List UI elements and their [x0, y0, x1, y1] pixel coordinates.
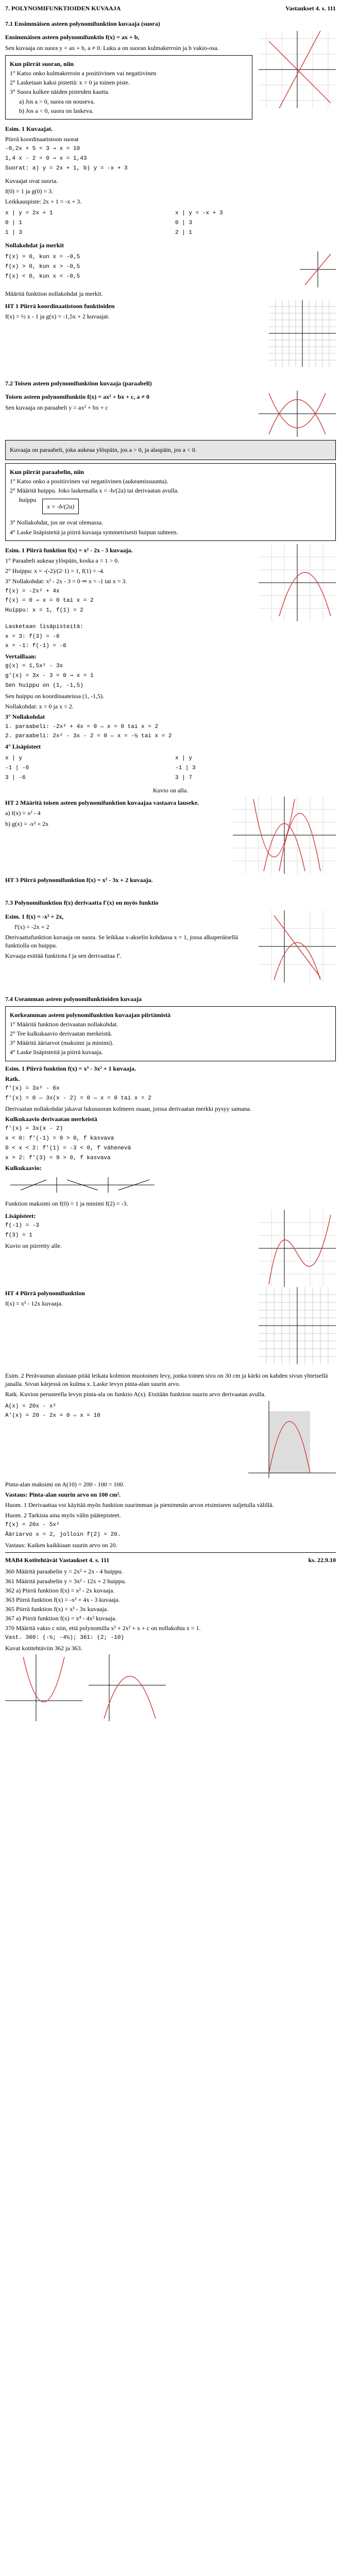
linear-example-line-0: -0,2x + 5 = 3 ⇒ x = 10 [5, 146, 80, 152]
poly-text: Derivaatan nollakohdat jakavat lukusuoran kolmeen osaan, joissa derivaatan merkki pysyy samana. [5, 1105, 251, 1112]
hw-5: 367 a) Piirrä funktion f(x) = x⁴ - 4x² kuvaaja. [5, 1615, 117, 1622]
extra-1: x = 3: f(3) = -6 [5, 633, 60, 640]
parabola-def: Toisen asteen polynomifunktio f(x) = ax² + bx + c, a ≠ 0 [5, 393, 149, 401]
poly-lisa-1: f(3) = 1 [5, 1232, 32, 1239]
linear-table-b [175, 208, 336, 239]
linear-function-text: Sen kuvaaja on suora y = ax + b, a ≠ 0. Luku a on suoran kulmakerroin ja b vakio-osa. [5, 44, 219, 52]
parabola-text: Sen kuvaaja on paraabeli y = ax² + bx + c [5, 403, 108, 411]
parabola-ex1: Esim. 1 Piirrä funktion f(x) = x² - 2x - 3 kuvaaja. [5, 546, 133, 554]
parabola-main-box [5, 440, 336, 460]
hw-graph-1 [5, 1654, 82, 1721]
poly-pic: Kuvio on piirretty alle. [5, 1242, 62, 1249]
ht2-graph [233, 796, 336, 874]
parabola-rule-1: 1° Katso onko a positiivinen vai negatiivinen (aukeamissuunta). [10, 477, 168, 485]
linear-rules-5: b) Jos a < 0, suora on laskeva. [19, 107, 94, 114]
third-title: 3° Nollakohdat [5, 713, 45, 721]
sign-1: f(x) > 0, kun x > -0,5 [5, 263, 80, 270]
deriv-ex1: Esim. 1 f(x) = -x² + 2x, [5, 912, 64, 920]
summary-0: Sen huippu on koordinaateissa (1, -1,5). [5, 692, 104, 700]
table-b-0: x | y = -x + 3 [175, 210, 223, 217]
compare-title: Vertaillaan: [5, 653, 37, 660]
linear-example-line-1: 1,4 x - 2 = 0 ⇒ x = 1,43 [5, 156, 87, 162]
linear-table-a [5, 208, 166, 239]
deriv-ex1-b: f'(x) = -2x + 2 [14, 923, 49, 930]
vert-1: g'(x) = 3x - 3 = 0 ⇒ x = 1 [5, 673, 94, 680]
poly-lisa-0: f(-1) = -3 [5, 1223, 40, 1229]
linear-example-lines [5, 145, 336, 173]
sign-chart [5, 1175, 160, 1195]
table-a-2: 1 | 3 [5, 230, 23, 236]
parabola-example-row [5, 544, 336, 621]
linear-more-2: Leikkauspiste: 2x + 1 = -x + 3. [5, 198, 82, 206]
opt-huom: Huom. 1 Derivaattaa voi käyttää myös funktion suurimman ja pienimmän arvon etsimiseen suljetulla välillä. [5, 1501, 274, 1509]
lisa-b-2: 3 | 7 [175, 775, 193, 782]
hw-1: 361 Määritä paraabelin y = 3x² - 12x + 2 huippu. [5, 1577, 126, 1585]
ht4-grid [259, 1287, 336, 1364]
ht1-row [5, 300, 336, 367]
homework-title: MAB4 Kotitehtävät Vastaukset 4. s. 111 [5, 1556, 110, 1564]
opt-f-line-b: Ääriarvo x = 2, jolloin f(2) = 20. [5, 1532, 121, 1538]
poly-max: Funktion maksimi on f(0) = 1 ja minimi f(2) = -3. [5, 1199, 128, 1207]
lisa-a-2: 3 | -6 [5, 775, 26, 782]
signs-task: Määritä funktion nollakohdat ja merkit. [5, 290, 103, 298]
poly-ex1: Esim. 1 Piirrä funktion f(x) = x³ - 3x² + 1 kuvaaja. [5, 1064, 136, 1072]
vert-2: Sen huippu on (1, -1,5) [5, 683, 83, 689]
ht2-row [5, 796, 336, 874]
table-a-1: 0 | 1 [5, 220, 23, 227]
linear-rules-4: a) Jos a > 0, suora on nouseva. [19, 97, 95, 105]
header-left: 7. POLYNOMIFUNKTIOIDEN KUVAAJA [5, 5, 121, 12]
section-7-3-title: 7.3 Polynomifunktion f(x) derivaatta f'(x) on myös funktio [5, 899, 159, 907]
ht2-title: HT 2 Määritä toisen asteen polynomifunktion kuvaajaa vastaava lauseke. [5, 799, 199, 807]
parab-line-1: f(x) = 0 ⇒ x = 0 tai x = 2 [5, 598, 94, 604]
linear-graph-1 [259, 31, 336, 108]
derivative-graph [259, 910, 336, 982]
fourth-title: 4° Lisäpisteet [5, 743, 41, 751]
parabola-rule-3: 3° Nollakohdat, jos ne ovat olemassa. [10, 519, 104, 527]
hw-4: 365 Piirrä funktion f(x) = x³ - 3x kuvaaja. [5, 1605, 108, 1613]
opt-huom-b: Huom. 2 Tarkista aina myös välin päätepisteet. [5, 1512, 121, 1519]
table-b-2: 2 | 1 [175, 230, 193, 236]
section-7-1-title: 7.1 Ensimmäisen asteen polynomifunktion kuvaaja (suora) [5, 20, 160, 28]
parabola-main: Kuvaaja on paraabeli, joka aukeaa ylöspäin, jos a > 0, ja alaspäin, jos a < 0. [10, 446, 197, 454]
hw-6: 370 Määritä vakio c niin, että polynomilla x³ + 2x² + x + c on nollakohta x = 1. [5, 1624, 201, 1632]
opt-f-line: f(x) = 20x - 5x² [5, 1522, 60, 1529]
poly-rule-1: 1° Määritä funktion derivaatan nollakohdat. [10, 1020, 118, 1028]
linear-rules-3: 3° Suora kulkee näiden pisteiden kautta. [10, 88, 110, 96]
parabola-rule-0: Kun piirrät paraabelin, niin [10, 468, 84, 476]
hw-2: 362 a) Piirrä funktion f(x) = x² - 2x kuvaaja. [5, 1586, 115, 1594]
lisa-b-1: -1 | 3 [175, 765, 196, 772]
opt-row [5, 1401, 336, 1478]
linear-rules-box [5, 55, 252, 120]
cubic-graph [259, 1210, 336, 1287]
linear-example-more [5, 175, 336, 239]
vertex-formula: x = -b/(2a) [42, 499, 79, 514]
ht1-text: f(x) = ½ x - 1 ja g(x) = -1,5x + 2 kuvaajat. [5, 313, 110, 320]
header-right: Vastaukset 4. s. 111 [285, 5, 336, 12]
area-graph [248, 1401, 336, 1478]
ht3-title: HT 3 Piirrä polynomifunktion f(x) = x² - 3x + 2 kuvaaja. [5, 876, 153, 884]
ht2-1: b) g(x) = -x² + 2x [5, 820, 49, 827]
section-7-1-intro [5, 31, 336, 123]
opt-answer: Vastaus: Pinta-alan suurin arvo on 100 cm². [5, 1490, 121, 1498]
ht4-text: f(x) = x³ - 12x kuvaaja. [5, 1300, 63, 1308]
poly-ratk: Ratk. [5, 1075, 20, 1082]
poly-rule-2: 2° Tee kulkukaavio derivaatan merkeistä. [10, 1030, 112, 1038]
section-7-2-title: 7.2 Toisen asteen polynomifunktion kuvaaja (paraabeli) [5, 380, 152, 387]
opt-ratk: Ratk. Kuvion perusteella levyn pinta-ala on funktio A(x). Etsitään funktion suurin arvo derivaatan avulla. [5, 1391, 266, 1398]
linear-rules-2: 2° Lasketaan kaksi pistettä: x = 0 ja toinen piste. [10, 79, 130, 87]
deriv-ex2: Kuvaaja esittää funktiota f ja sen derivaattaa f'. [5, 952, 122, 960]
parabola-ex1-2: 3° Nollakohdat: x² - 2x - 3 = 0 ⇒ x = -1 tai x = 3. [5, 578, 127, 585]
poly-line-1: f'(x) = 0 ⇔ 3x(x - 2) = 0 ⇔ x = 0 tai x = 2 [5, 1095, 151, 1101]
signs-title: Nollakohdat ja merkit [5, 241, 64, 249]
linear-example-line-2: Suorat: a) y = 2x + 1, b) y = -x + 3 [5, 165, 128, 172]
vertex-row [10, 496, 331, 517]
poly-rule-4: 4° Laske lisäpisteitä ja piirrä kuvaaja. [10, 1048, 103, 1056]
vertex-label: huippu [19, 496, 37, 504]
signs-row [5, 251, 336, 287]
page-header [5, 4, 336, 12]
linear-example-1-text: Piirrä koordinaatistoon suorat [5, 135, 79, 143]
extra-2: x = -1: f(-1) = -6 [5, 643, 66, 650]
summary-1: Nollakohdat: x = 0 ja x = 2. [5, 703, 74, 710]
parab-line-0: f(x) = -2x² + 4x [5, 588, 60, 595]
poly-line-0: f'(x) = 3x² - 6x [5, 1086, 60, 1092]
kulku-3: x > 2: f'(3) = 9 > 0, f kasvava [5, 1155, 111, 1161]
homework-right: ks. 22.9.10 [308, 1556, 336, 1564]
ht4-title: HT 4 Piirrä polynomifunktion [5, 1290, 85, 1297]
linear-example-1: Esim. 1 Kuvaajat. [5, 125, 53, 132]
homework-list [5, 1567, 336, 1632]
opt-area: Pinta-alan maksimi on A(10) = 200 - 100 = 100. [5, 1480, 125, 1488]
hw-0: 360 Määritä paraabelin y = 2x² + 2x - 4 huippu. [5, 1568, 123, 1575]
kulku-1: x < 0: f'(-1) = 9 > 0, f kasvava [5, 1135, 114, 1142]
parab-line-2: Huippu: x = 1, f(1) = 2 [5, 607, 83, 614]
hw-note: Kuvat kotitehtäviin 362 ja 363. [5, 1644, 82, 1652]
kulku-b: Kulkukaavio: [5, 1164, 42, 1172]
linear-more-1: f(0) = 1 ja g(0) = 3. [5, 187, 54, 195]
deriv-text: Derivaattafunktion kuvaaja on suora. Se leikkaa x-akselin kohdassa x = 1, jossa alkuperäisellä funktiolla on huippu. [5, 933, 238, 950]
poly-rule-0: Korkeamman asteen polynomifunktion kuvaajan piirtämistä [10, 1011, 171, 1019]
sign-2: f(x) < 0, kun x < -0,5 [5, 273, 80, 280]
opt-a-0: A(x) = 20x - x² [5, 1403, 57, 1410]
hw-answers: Vast. 360: (-½; -4½); 361: (2; -10) [5, 1634, 125, 1641]
poly-rule-3: 3° Määritä ääriarvot (maksimi ja minimi). [10, 1039, 114, 1047]
lisa-a-0: x | y [5, 755, 23, 762]
linear-rules-0: Kun piirrät suoran, niin [10, 60, 74, 67]
opt-a-1: A'(x) = 20 - 2x = 0 ⇔ x = 10 [5, 1413, 100, 1419]
opt-tail: Vastaus: Kaiken kaikkiaan suurin arvo on 20. [5, 1541, 117, 1549]
parabola-graph-1 [259, 391, 336, 437]
extra-points [5, 623, 336, 651]
poly-lisa-title: Lisäpisteet: [5, 1212, 36, 1220]
ht4-row [5, 1287, 336, 1364]
linear-rules-1: 1° Katso onko kulmakerroin a positiivinen vai negatiivinen [10, 69, 157, 77]
ht2-0: a) f(x) = x² - 4 [5, 809, 41, 817]
linear-more-0: Kuvaajat ovat suoria. [5, 177, 58, 184]
parabola-rule-2: 2° Määritä huippu. Joko laskemalla x = -b/(2a) tai derivaatan avulla. [10, 487, 179, 494]
poly-lisa-row [5, 1210, 336, 1287]
parabola-graph-2 [259, 544, 336, 621]
picture-note: Kuvio on alla. [152, 786, 189, 794]
section-7-4-title: 7.4 Useamman asteen polynomifunktioiden kuvaaja [5, 995, 142, 1003]
parabola-ex1-1: 2° Huippu: x = -(-2)/(2·1) = 1, f(1) = -4. [5, 567, 105, 575]
parabola-intro [5, 391, 336, 437]
parabola-rules-box [5, 463, 336, 541]
hw-graph-2 [89, 1654, 166, 1721]
extra-0: Lasketaan lisäpisteitä: [5, 623, 83, 630]
homework-header [5, 1556, 336, 1564]
vert-0: g(x) = 1,5x² - 3x [5, 663, 63, 670]
lisa-tables [5, 753, 336, 784]
derivative-row [5, 910, 336, 982]
parabola-ex1-0: 1° Paraabeli aukeaa ylöspäin, koska a = 1 > 0. [5, 556, 120, 564]
ht1-grid [269, 300, 336, 367]
kulku-title: Kulkukaavio derivaatan merkeistä [5, 1115, 97, 1123]
poly-rules-box [5, 1006, 336, 1061]
lisa-b-0: x | y [175, 755, 193, 762]
kulku-0: f'(x) = 3x(x - 2) [5, 1126, 63, 1132]
hw-graphs [5, 1654, 336, 1721]
third-1: 2. paraabeli: 2x² - 3x - 2 = 0 ⇔ x = -½ tai x = 2 [5, 733, 172, 740]
lisa-a-1: -1 | -6 [5, 765, 29, 772]
document-page [5, 0, 336, 1721]
hw-3: 363 Piirrä funktion f(x) = -x² + 4x - 3 kuvaaja. [5, 1596, 120, 1603]
linear-function-def: Ensimmäisen asteen polynomifunktio f(x) = ax + b, [5, 33, 140, 41]
third-0: 1. paraabeli: -2x² + 4x = 0 ⇔ x = 0 tai x = 2 [5, 723, 159, 730]
sign-graph [300, 251, 336, 287]
opt-ex2: Esim. 2 Perävaunun alustaan pitää leikata kolmion muotoinen levy, jonka toinen sivu on 30 cm ja kärki on kahden sivun yhteisellä janalla. Sivun kärjessä on kulma x. Laske levyn pinta-alan suurin arvo. [5, 1372, 328, 1388]
table-a-0: x | y = 2x + 1 [5, 210, 53, 217]
parabola-rule-4: 4° Laske lisäpisteitä ja piirrä kuvaaja symmetrisesti huipun suhteen. [10, 528, 178, 536]
kulku-2: 0 < x < 2: f'(1) = -3 < 0, f vähenevä [5, 1145, 131, 1151]
ht1-title: HT 1 Piirrä koordinaatistoon funktioiden [5, 302, 115, 310]
sign-0: f(x) = 0, kun x = -0,5 [5, 254, 80, 261]
table-b-1: 0 | 3 [175, 220, 193, 227]
